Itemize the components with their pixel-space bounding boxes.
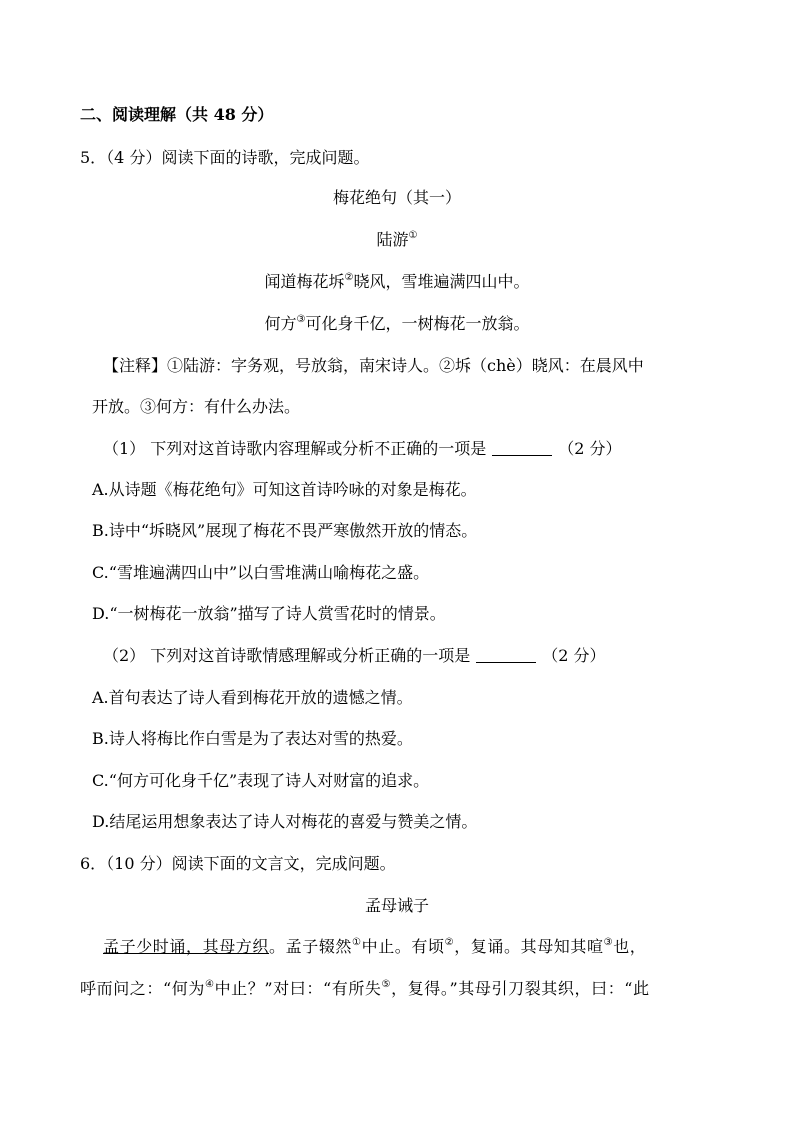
answer-blank[interactable] <box>492 439 552 456</box>
underlined-sentence: 孟子少时诵，其母方织 <box>103 937 270 956</box>
sub-question-1-score: （2 分） <box>558 439 622 458</box>
option-1c: C.“雪堆遍满四山中”以白雪堆满山喻梅花之盛。 <box>92 563 430 582</box>
sub-question-2-score: （2 分） <box>542 646 606 665</box>
option-2a: A.首句表达了诗人看到梅花开放的遗憾之情。 <box>92 688 413 707</box>
note-marker: ③ <box>296 314 306 325</box>
poem-line-1 <box>0 270 794 294</box>
passage-text: 。孟子辍然 <box>269 937 353 956</box>
poem-author <box>0 228 794 252</box>
passage-text: ，复得。”其母引刀裂其织，曰：“此 <box>391 979 650 998</box>
note-marker: ④ <box>204 979 215 990</box>
note-marker: ② <box>344 272 354 283</box>
option-2c: C.“何方可化身千亿”表现了诗人对财富的追求。 <box>92 771 430 790</box>
poem-notes-line-1: 【注释】①陆游：字务观，号放翁，南宋诗人。②坼（chè）晓风：在晨风中 <box>103 356 644 375</box>
passage-text: 也， <box>613 937 647 956</box>
poem-author-name: 陆游 <box>376 230 409 249</box>
poem-line-2-part-b: 可化身千亿，一树梅花一放翁。 <box>305 314 530 333</box>
option-2b: B.诗人将梅比作白雪是为了表达对雪的热爱。 <box>92 729 413 748</box>
poem-line-2 <box>0 312 794 336</box>
note-marker: ① <box>408 230 418 241</box>
note-marker: ① <box>352 937 362 948</box>
passage-text: 中止？”对曰：“有所失 <box>214 979 382 998</box>
note-marker: ③ <box>603 937 614 948</box>
poem-title: 梅花绝句（其一） <box>332 188 461 207</box>
option-2d: D.结尾运用想象表达了诗人对梅花的喜爱与赞美之情。 <box>92 812 478 831</box>
passage-text: ，复诵。其母知其喧 <box>454 937 604 956</box>
passage-text: 中止。有顷 <box>361 937 445 956</box>
poem-line-1-part-a: 闻道梅花坼 <box>264 272 345 291</box>
passage-title: 孟母诫子 <box>364 896 429 915</box>
note-marker: ⑤ <box>381 979 392 990</box>
note-marker: ② <box>444 937 455 948</box>
passage-line-1 <box>103 935 794 959</box>
passage-line-2 <box>80 977 794 1001</box>
section-title: 二、阅读理解（共 48 分） <box>80 105 274 124</box>
answer-blank[interactable] <box>476 646 536 663</box>
sub-question-2 <box>103 644 794 668</box>
sub-question-2-text: （2） 下列对这首诗歌情感理解或分析正确的一项是 <box>103 646 471 665</box>
poem-notes-line-2: 开放。③何方：有什么办法。 <box>92 397 301 416</box>
sub-question-1-text: （1） 下列对这首诗歌内容理解或分析不正确的一项是 <box>103 439 487 458</box>
poem-line-1-part-b: 晓风，雪堆遍满四山中。 <box>353 272 530 291</box>
option-1d: D.“一树梅花一放翁”描写了诗人赏雪花时的情景。 <box>92 604 446 623</box>
passage-text: 呼而问之：“何为 <box>80 979 205 998</box>
question-6-prompt: 6．（10 分）阅读下面的文言文，完成问题。 <box>80 854 396 873</box>
question-5-prompt: 5．（4 分）阅读下面的诗歌，完成问题。 <box>80 148 370 167</box>
option-1b: B.诗中“坼晓风”展现了梅花不畏严寒傲然开放的情态。 <box>92 521 478 540</box>
poem-line-2-part-a: 何方 <box>264 314 297 333</box>
sub-question-1 <box>103 437 794 461</box>
option-1a: A.从诗题《梅花绝句》可知这首诗吟咏的对象是梅花。 <box>92 480 477 499</box>
